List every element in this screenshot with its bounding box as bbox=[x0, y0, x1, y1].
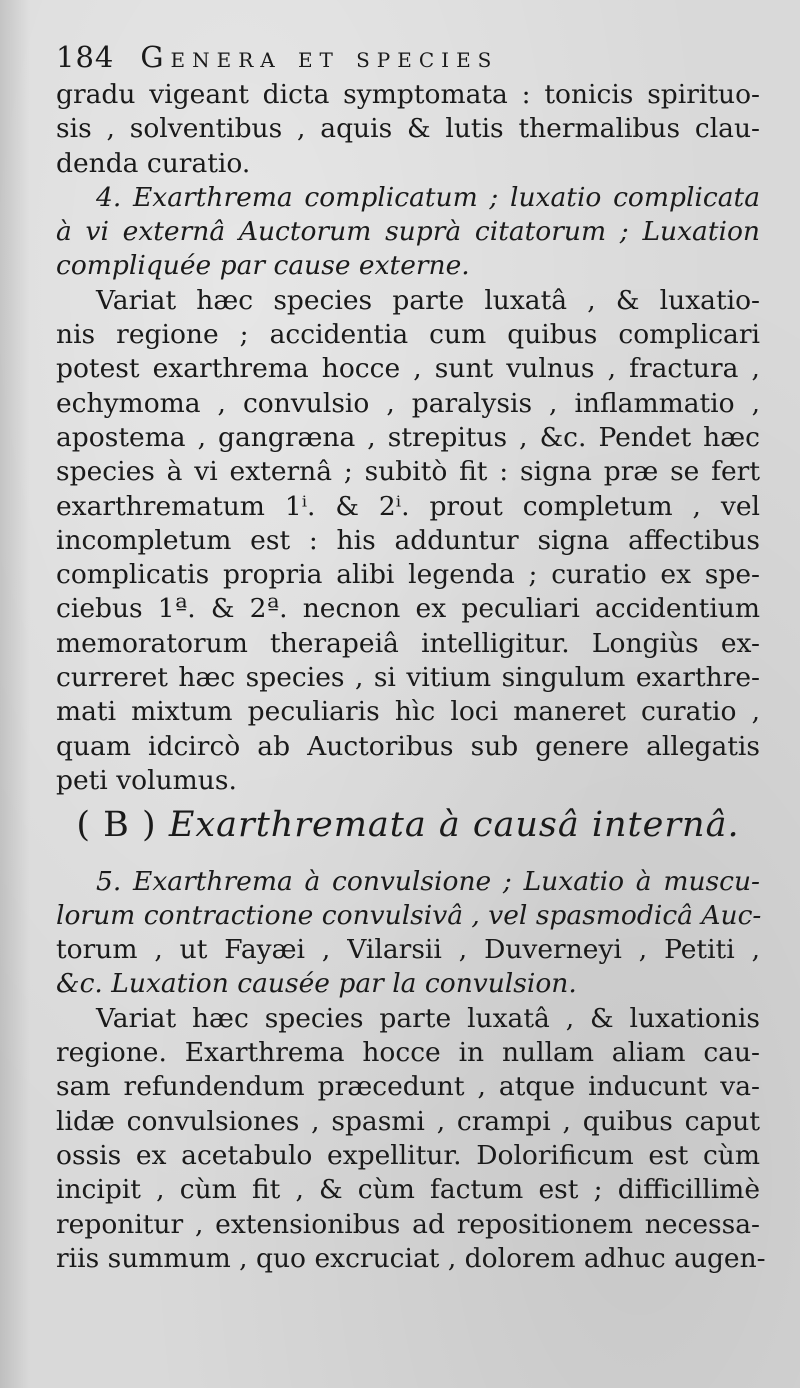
species-title-line: compliquée par cause externe. bbox=[56, 250, 470, 282]
species-5-heading bbox=[56, 865, 760, 1002]
species-5-body bbox=[56, 1002, 766, 1276]
species-title-line: 5. Exarthrema à convulsione ; Luxatio à muscu- bbox=[96, 865, 760, 897]
text-line: sis , solventibus , aquis & lutis thermalibus clau- bbox=[56, 113, 760, 145]
body-line: nis regione ; accidentia cum quibus complicari bbox=[56, 319, 760, 351]
body-line: ossis ex acetabulo expellitur. Dolorificum est cùm bbox=[56, 1139, 760, 1171]
running-title: Genera et species bbox=[140, 40, 499, 74]
page-text bbox=[56, 78, 766, 1276]
page-gutter-shadow bbox=[0, 0, 30, 1388]
body-line: ciebus 1ª. & 2ª. necnon ex peculiari accidentium bbox=[56, 593, 760, 625]
body-line: species à vi externâ ; subitò fit : signa præ se fert bbox=[56, 456, 760, 488]
species-4-body bbox=[56, 284, 760, 798]
body-line: sam refundendum præcedunt , atque inducunt va- bbox=[56, 1071, 760, 1103]
body-line: echymoma , convulsio , paralysis , inflammatio , bbox=[56, 387, 760, 419]
species-title-line: à vi externâ Auctorum suprà citatorum ; Luxation bbox=[56, 216, 760, 248]
body-line: Variat hæc species parte luxatâ , & luxationis bbox=[96, 1002, 760, 1034]
running-header bbox=[56, 40, 760, 74]
species-title-line: &c. Luxation causée par la convulsion. bbox=[56, 968, 577, 1000]
body-line: peti volumus. bbox=[56, 764, 237, 796]
body-line: regione. Exarthrema hocce in nullam aliam cau- bbox=[56, 1037, 760, 1069]
body-line: incompletum est : his adduntur signa affectibus bbox=[56, 524, 760, 556]
body-line: memoratorum therapeiâ intelligitur. Longiùs ex- bbox=[56, 627, 760, 659]
body-line: complicatis propria alibi legenda ; curatio ex spe- bbox=[56, 559, 760, 591]
body-line: quam idcircò ab Auctoribus sub genere allegatis bbox=[56, 730, 760, 762]
body-line: potest exarthrema hocce , sunt vulnus , fractura , bbox=[56, 353, 760, 385]
body-line: apostema , gangræna , strepitus , &c. Pendet hæc bbox=[56, 421, 760, 453]
species-title-line: lorum contractione convulsivâ , vel spasmodicâ Auc- bbox=[56, 899, 762, 931]
section-title: Exarthremata à causâ internâ. bbox=[168, 805, 740, 846]
text-line: denda curatio. bbox=[56, 147, 251, 179]
body-line: exarthrematum 1ⁱ. & 2ⁱ. prout completum , vel bbox=[56, 490, 760, 522]
body-line: Variat hæc species parte luxatâ , & luxatio- bbox=[96, 284, 760, 316]
species-title-line: 4. Exarthrema complicatum ; luxatio complicata bbox=[96, 181, 760, 213]
species-4-heading bbox=[56, 181, 760, 284]
section-marker: ( B ) bbox=[76, 805, 157, 846]
body-line: mati mixtum peculiaris hìc loci maneret curatio , bbox=[56, 696, 760, 728]
section-b-heading bbox=[56, 805, 760, 846]
body-line: riis summum , quo excruciat , dolorem adhuc augen- bbox=[56, 1242, 766, 1274]
text-line: gradu vigeant dicta symptomata : tonicis spirituo- bbox=[56, 79, 760, 110]
body-line: reponitur , extensionibus ad repositionem necessa- bbox=[56, 1208, 760, 1240]
body-line: curreret hæc species , si vitium singulum exarthre- bbox=[56, 662, 760, 694]
page-number: 184 bbox=[56, 40, 115, 74]
body-line: incipit , cùm fit , & cùm factum est ; difficillimè bbox=[56, 1174, 760, 1206]
body-line: lidæ convulsiones , spasmi , crampi , quibus caput bbox=[56, 1105, 760, 1137]
species-title-line: torum , ut Fayæi , Vilarsii , Duverneyi , Petiti , bbox=[56, 934, 760, 966]
